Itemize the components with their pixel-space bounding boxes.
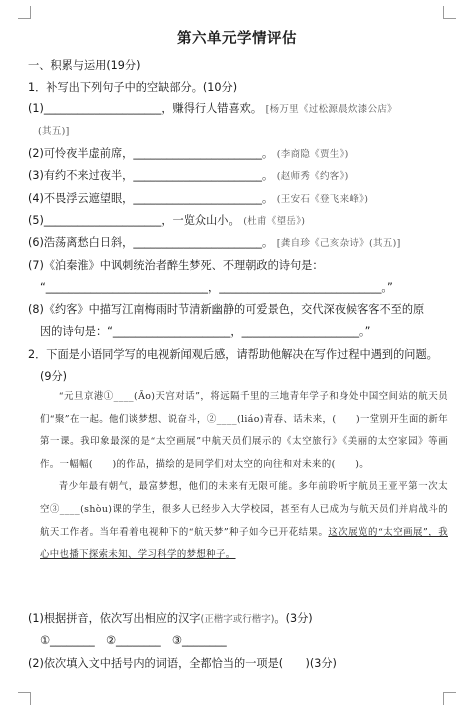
question-2-score: (9分) bbox=[40, 370, 68, 383]
q1-item-2 bbox=[28, 146, 456, 163]
passage-paragraph-2-text: 青少年最有朝气，最富梦想，他们的未来有无限可能。多年前聆听宇航员王亚平第一次太空③____(shòu)课的学生，很多人已经步入大学校园，甚至有人已成为与航天员们并肩战斗的航天工作者。当年看着电视种下的“航天梦”种子如今已开花结果。 bbox=[40, 481, 448, 538]
crop-mark-bottom-left bbox=[18, 692, 31, 705]
q1-item-4 bbox=[28, 191, 456, 208]
news-passage bbox=[40, 386, 448, 567]
q1-item-1-source-cont: (其五)] bbox=[38, 126, 70, 137]
underlined-sentence: 这次展览的“太空画展”，我心中也播下探索未知、学习科学的梦想种子。 bbox=[40, 526, 448, 561]
q1-item-6-source: [龚自珍《己亥杂诗》(其五)] bbox=[276, 238, 401, 249]
q1-item-6 bbox=[28, 235, 456, 252]
q1-item-5-source: (杜甫《望岳》) bbox=[243, 216, 306, 227]
q1-item-1 bbox=[28, 101, 456, 118]
q1-item-4-source: (王安石《登飞来峰》) bbox=[276, 194, 369, 205]
question-1-stem: 1．补写出下列句子中的空缺部分。(10分) bbox=[28, 81, 238, 94]
passage-paragraph-2 bbox=[40, 476, 448, 566]
q1-item-1-text: (1)_____________________，赚得行人错喜欢。 bbox=[28, 102, 263, 115]
q2-sub-1 bbox=[28, 611, 456, 628]
q1-item-5 bbox=[28, 213, 456, 230]
q1-item-2-source: (李商隐《贾生》) bbox=[276, 149, 349, 160]
q1-item-3-source: (赵师秀《约客》) bbox=[276, 171, 349, 182]
question-2-stem: 2．下面是小语同学写的电视新闻观后感，请帮助他解决在写作过程中遇到的问题。 bbox=[28, 348, 438, 361]
q2-sub-2: (2)依次填入文中括号内的词语，全都恰当的一项是( )(3分) bbox=[28, 657, 337, 670]
passage-paragraph-1: “元旦京港①____(Āo)天宫对话”，将远隔千里的三地青年学子和身处中国空间站的航天员们“聚”在一起。他们谈梦想、说奋斗，②____(liáo)青春、话未来，( )一堂别开生面的新年第一课。我印象最深的是“太空画展”中航天员们展示的《太空旅行》《美丽的太空家园》等画作。一幅幅( )的作品，描绘的是同学们对太空的向往和对未来的( )。 bbox=[40, 391, 448, 470]
q1-item-4-text: (4)不畏浮云遮望眼，_______________________。 bbox=[28, 192, 274, 205]
q1-item-2-text: (2)可怜夜半虚前席，_______________________。 bbox=[28, 147, 274, 160]
q1-item-7-prompt: (7)《泊秦淮》中讽刺统治者醉生梦死、不理朝政的诗句是： bbox=[28, 259, 324, 272]
crop-mark-bottom-right bbox=[443, 692, 456, 705]
q1-item-5-text: (5)_____________________，一览众山小。 bbox=[28, 214, 240, 227]
crop-mark-top-left bbox=[18, 6, 31, 19]
q1-item-3 bbox=[28, 168, 456, 185]
q2-sub-1-score: 。(3分) bbox=[274, 612, 313, 625]
q1-item-7-answer-blanks: “_____________________________，_____________________________。” bbox=[40, 281, 393, 294]
q2-sub-1-hint: (正楷字或行楷字) bbox=[200, 614, 275, 625]
q1-item-1-source: [杨万里《过松源晨炊漆公店》 bbox=[265, 104, 397, 115]
q2-sub-1-text: (1)根据拼音，依次写出相应的汉字 bbox=[28, 612, 201, 625]
q2-sub-1-blanks: ①________ ②________ ③________ bbox=[40, 634, 227, 647]
q1-item-8-prompt: (8)《约客》中描写江南梅雨时节清新幽静的可爱景色，交代深夜候客客不至的原 bbox=[28, 303, 425, 316]
q1-item-3-text: (3)有约不来过夜半，_______________________。 bbox=[28, 169, 274, 182]
q1-item-6-text: (6)浩荡离愁白日斜，_______________________。 bbox=[28, 236, 274, 249]
section-heading: 一、积累与运用(19分) bbox=[28, 59, 141, 72]
q1-item-8-prompt-cont: 因的诗句是：“_____________________，_____________________。” bbox=[40, 325, 371, 338]
page-title: 第六单元学情评估 bbox=[177, 31, 297, 47]
crop-mark-top-right bbox=[443, 6, 456, 19]
